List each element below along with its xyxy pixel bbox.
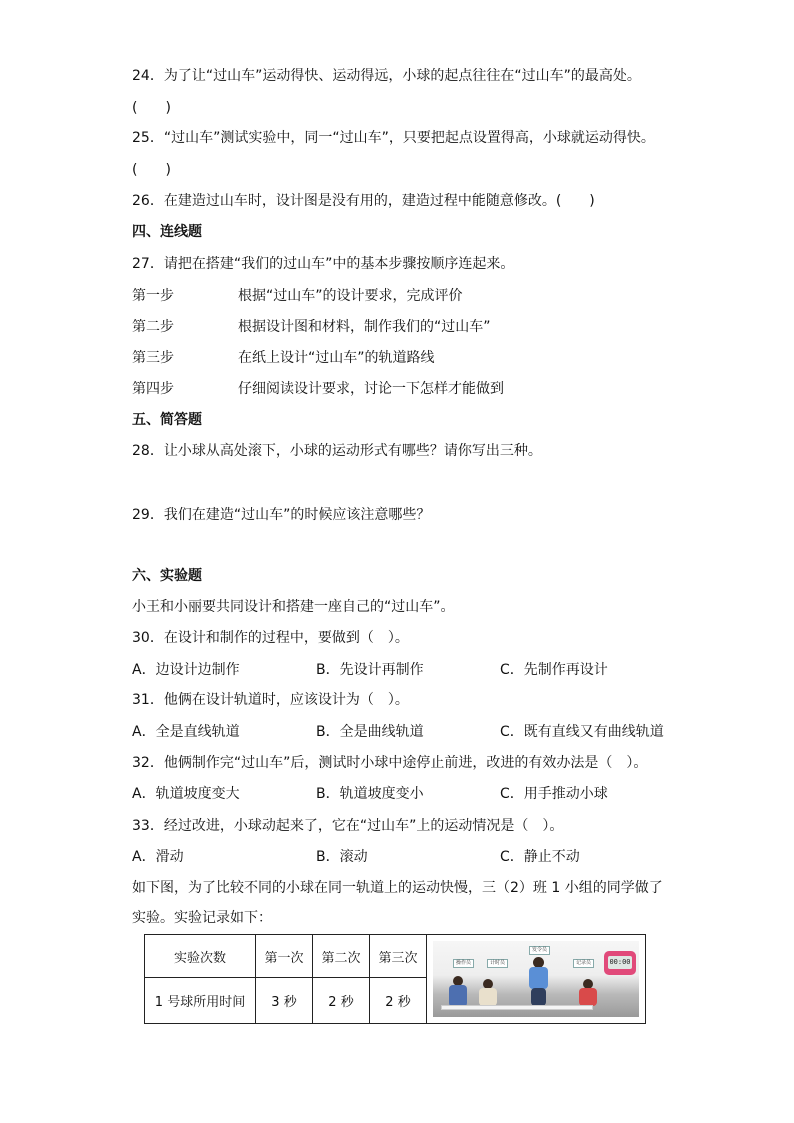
track [441,1005,593,1010]
step-label-2[interactable]: 第二步 [132,319,174,335]
section-title-6: 六、实验题 [132,568,202,584]
table-row [145,935,646,978]
step-label-3[interactable]: 第三步 [132,350,174,366]
option-31-b[interactable]: B．全是曲线轨道 [316,724,424,740]
person-body [529,967,548,989]
option-33-c[interactable]: C．静止不动 [500,849,580,865]
experiment-photo [433,941,639,1017]
timer-display: 00:00 [608,956,632,969]
person-body [449,985,467,1007]
option-32-b[interactable]: B．轨道坡度变小 [316,786,424,802]
question-27: 27．请把在搭建“我们的过山车”中的基本步骤按顺序连起来。 [132,256,515,272]
question-24: 24．为了让“过山车”运动得快、运动得远，小球的起点往往在“过山车”的最高处。 [132,68,641,84]
option-31-c[interactable]: C．既有直线又有曲线轨道 [500,724,664,740]
experiment-intro-line2: 实验。实验记录如下： [132,910,272,926]
table-header-cell: 第一次 [256,935,313,978]
option-32-a[interactable]: A．轨道坡度变大 [132,786,240,802]
step-desc-1[interactable]: 根据“过山车”的设计要求，完成评价 [238,288,463,304]
option-31-a[interactable]: A．全是直线轨道 [132,724,240,740]
step-label-1[interactable]: 第一步 [132,288,174,304]
step-desc-2[interactable]: 根据设计图和材料，制作我们的“过山车” [238,319,491,335]
experiment-intro-line1: 如下图，为了比较不同的小球在同一轨道上的运动快慢，三（2）班 1 小组的同学做了 [132,880,663,896]
option-33-b[interactable]: B．滚动 [316,849,368,865]
answer-blank-25[interactable]: ( ) [132,162,171,178]
answer-blank-24[interactable]: ( ) [132,100,171,116]
scenario-intro: 小王和小丽要共同设计和搭建一座自己的“过山车”。 [132,599,455,615]
question-25: 25．“过山车”测试实验中，同一“过山车”，只要把起点设置得高，小球就运动得快。 [132,130,655,146]
table-cell: 2 秒 [370,978,427,1024]
table-cell: 2 秒 [313,978,370,1024]
table-cell: 3 秒 [256,978,313,1024]
question-30: 30．在设计和制作的过程中，要做到（ ）。 [132,630,409,646]
experiment-table [144,934,646,1024]
section-title-4: 四、连线题 [132,224,202,240]
option-30-c[interactable]: C．先制作再设计 [500,662,608,678]
experiment-photo-cell [427,935,646,1024]
option-32-c[interactable]: C．用手推动小球 [500,786,608,802]
photo-label-timer: 计时员 [487,959,508,968]
question-32: 32．他俩制作完“过山车”后，测试时小球中途停止前进，改进的有效办法是（ ）。 [132,755,648,771]
table-header-cell: 第二次 [313,935,370,978]
table-cell: 1 号球所用时间 [145,978,256,1024]
table-header-cell: 实验次数 [145,935,256,978]
question-26: 26．在建造过山车时，设计图是没有用的，建造过程中能随意修改。( ) [132,193,595,209]
photo-label-operator: 操作员 [453,959,474,968]
option-30-a[interactable]: A．边设计边制作 [132,662,240,678]
step-desc-3[interactable]: 在纸上设计“过山车”的轨道路线 [238,350,435,366]
question-31: 31．他俩在设计轨道时，应该设计为（ ）。 [132,692,409,708]
person-legs [531,988,546,1006]
question-33: 33．经过改进，小球动起来了，它在“过山车”上的运动情况是（ ）。 [132,818,564,834]
question-28: 28．让小球从高处滚下，小球的运动形式有哪些？请你写出三种。 [132,443,542,459]
step-label-4[interactable]: 第四步 [132,381,174,397]
step-desc-4[interactable]: 仔细阅读设计要求，讨论一下怎样才能做到 [238,381,504,397]
question-29: 29．我们在建造“过山车”的时候应该注意哪些？ [132,507,431,523]
person-body [479,988,497,1006]
stopwatch-icon [604,951,636,975]
option-30-b[interactable]: B．先设计再制作 [316,662,424,678]
option-33-a[interactable]: A．滑动 [132,849,184,865]
photo-label-recorder: 记录员 [573,959,594,968]
person-body [579,988,597,1006]
table-header-cell: 第三次 [370,935,427,978]
section-title-5: 五、简答题 [132,412,202,428]
photo-label-starter: 发令员 [529,946,550,955]
